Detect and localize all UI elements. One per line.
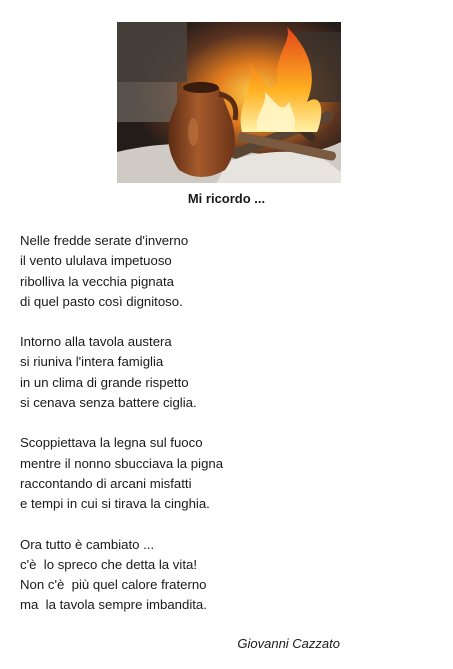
poem-line: c'è lo spreco che detta la vita! [20, 556, 197, 572]
poem-line: Scoppiettava la legna sul fuoco [20, 435, 203, 451]
poem-line: e tempi in cui si tirava la cinghia. [20, 496, 210, 512]
stanza-3 [20, 433, 440, 514]
top-cropped-decoration [150, 0, 390, 4]
stanza-4 [20, 535, 440, 616]
poem-line: mentre il nonno sbucciava la pigna [20, 455, 224, 471]
photo-illustration [117, 22, 341, 183]
stanza-2 [20, 332, 440, 413]
poem-line: Ora tutto è cambiato ... [20, 536, 155, 552]
poem-line: Intorno alla tavola austera [20, 334, 172, 350]
poem-line: si cenava senza battere ciglia. [20, 395, 197, 411]
stanza-1 [20, 231, 440, 312]
fire-and-clay-pot-photo [117, 22, 341, 183]
poem-line: ma la tavola sempre imbandita. [20, 597, 207, 613]
poem-line: in un clima di grande rispetto [20, 374, 189, 390]
author-signature: Giovanni Cazzato [237, 636, 340, 651]
poem-line: si riuniva l'intera famiglia [20, 354, 164, 370]
poem-title: Mi ricordo ... [187, 191, 266, 206]
poem-line: Nelle fredde serate d'inverno [20, 233, 189, 248]
poem-line: ribolliva la vecchia pignata [20, 273, 174, 289]
poem-line: raccontando di arcani misfatti [20, 475, 192, 491]
poem-line: di quel pasto così dignitoso. [20, 293, 183, 309]
poem-line: Non c'è più quel calore fraterno [20, 577, 207, 593]
poem-body [20, 231, 440, 636]
poem-line: il vento ululava impetuoso [20, 253, 172, 269]
